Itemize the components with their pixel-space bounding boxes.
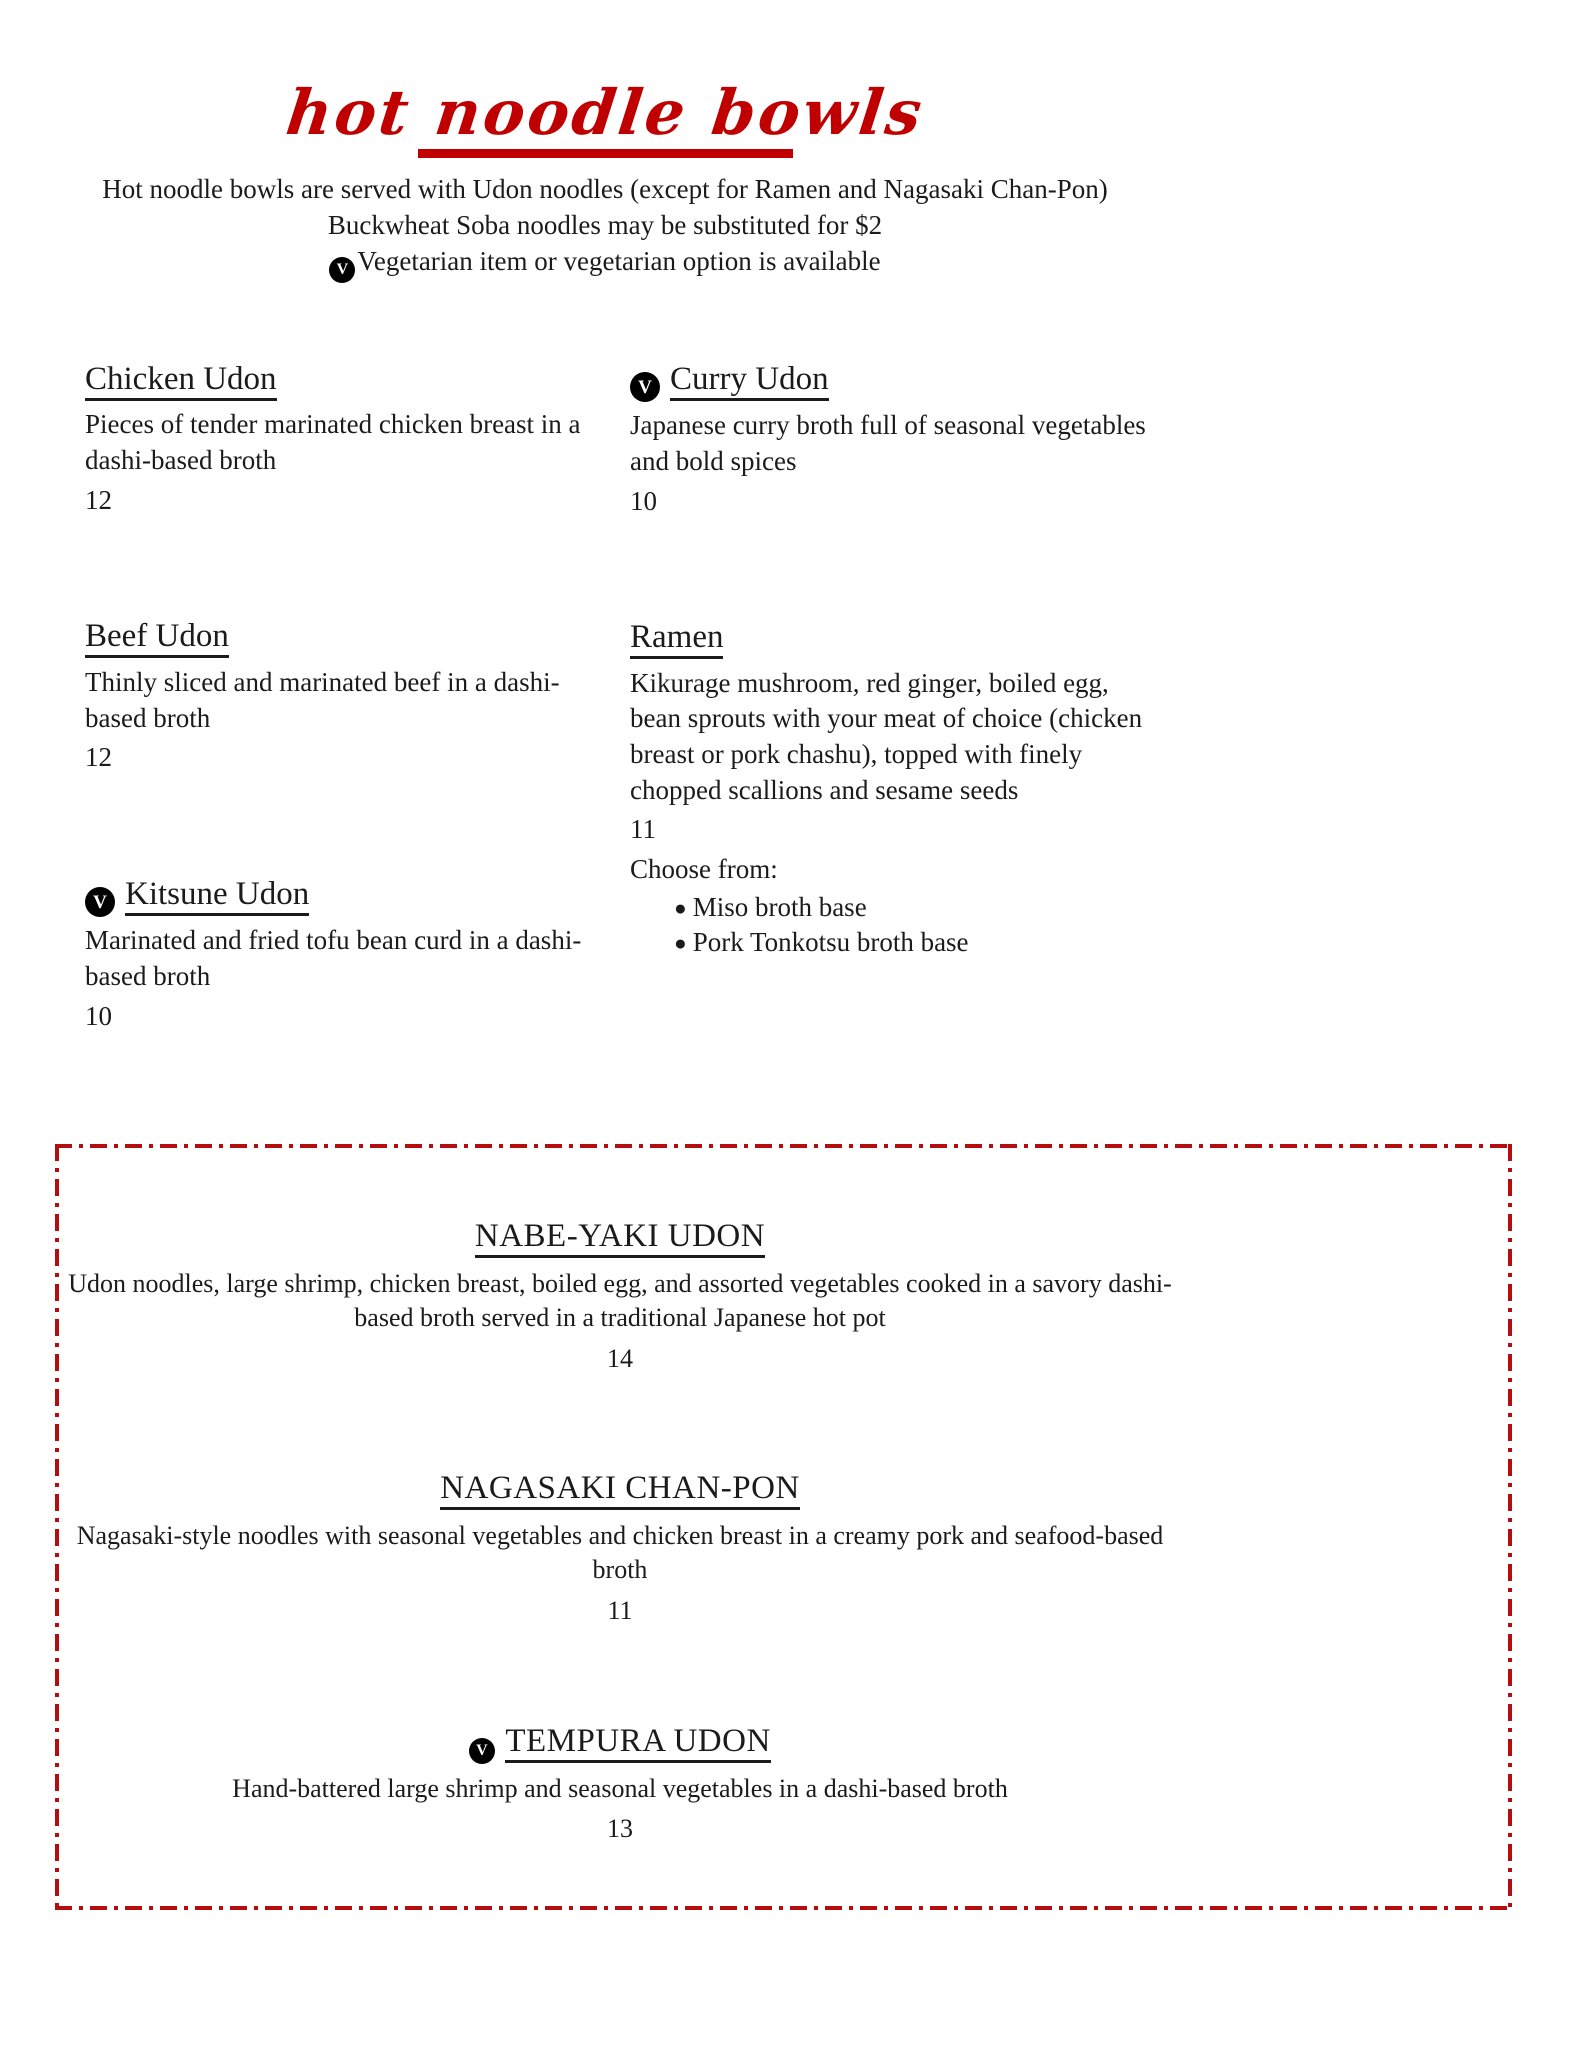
menu-columns bbox=[85, 357, 1582, 1130]
item-price: 11 bbox=[630, 814, 656, 845]
item-description: Japanese curry broth full of seasonal vegetables and bold spices bbox=[630, 410, 1146, 477]
broth-option-label: Miso broth base bbox=[692, 891, 867, 922]
item-name: Ramen bbox=[630, 619, 723, 659]
intro-line-2: Buckwheat Soba noodles may be substituted for $2 bbox=[327, 210, 883, 240]
item-description: Thinly sliced and marinated beef in a dashi-based broth bbox=[85, 666, 560, 733]
vegetarian-note: Vegetarian item or vegetarian option is available bbox=[357, 245, 881, 276]
box-border-left bbox=[55, 1144, 59, 1910]
left-column bbox=[85, 357, 595, 1130]
page-title: hot noodle bowls bbox=[282, 76, 928, 149]
item-description: Marinated and fried tofu bean curd in a dashi-based broth bbox=[85, 925, 582, 991]
item-heading bbox=[630, 615, 1160, 660]
item-price: 13 bbox=[607, 1814, 633, 1844]
item-price: 12 bbox=[85, 484, 112, 515]
broth-option-label: Pork Tonkotsu broth base bbox=[692, 927, 969, 958]
box-border-bottom bbox=[55, 1906, 1512, 1910]
item-name: Curry Udon bbox=[670, 361, 829, 401]
item-heading bbox=[630, 357, 1160, 403]
item-price: 10 bbox=[630, 485, 657, 516]
vegetarian-icon: V bbox=[469, 1738, 495, 1764]
item-price: 14 bbox=[607, 1343, 633, 1373]
menu-item-ramen bbox=[630, 615, 1160, 961]
box-border-right bbox=[1508, 1144, 1512, 1910]
menu-item-nagasaki-chan-pon bbox=[55, 1466, 1185, 1628]
menu-item-tempura-udon bbox=[55, 1719, 1185, 1847]
item-description: Pieces of tender marinated chicken breast in a dashi-based broth bbox=[85, 409, 581, 476]
item-heading bbox=[55, 1214, 1185, 1259]
item-description: Hand-battered large shrimp and seasonal vegetables in a dashi-based broth bbox=[232, 1773, 1008, 1803]
item-name: NAGASAKI CHAN-PON bbox=[440, 1470, 800, 1510]
broth-option-miso bbox=[674, 890, 1160, 926]
item-heading bbox=[85, 872, 595, 918]
vegetarian-icon: V bbox=[329, 257, 355, 283]
item-name: TEMPURA UDON bbox=[505, 1723, 770, 1763]
item-heading bbox=[85, 614, 595, 659]
menu-item-nabe-yaki-udon bbox=[55, 1214, 1185, 1376]
item-name: Kitsune Udon bbox=[125, 876, 309, 916]
item-description: Udon noodles, large shrimp, chicken breast, boiled egg, and assorted vegetables cooked in a savory dashi-based broth served in a traditional Japanese hot pot bbox=[68, 1268, 1172, 1333]
specials-content bbox=[55, 1144, 1185, 1847]
title-underline bbox=[418, 149, 793, 158]
intro-line-3 bbox=[85, 244, 1125, 283]
menu-item-kitsune-udon bbox=[85, 872, 595, 1034]
menu-item-curry-udon bbox=[630, 357, 1160, 519]
item-name: Chicken Udon bbox=[85, 361, 277, 401]
vegetarian-icon: V bbox=[630, 372, 660, 402]
broth-options-list bbox=[674, 890, 1160, 961]
menu-item-beef-udon bbox=[85, 614, 595, 775]
box-border-top bbox=[55, 1144, 1512, 1148]
broth-option-tonkotsu bbox=[674, 925, 1160, 961]
title-section bbox=[85, 0, 1125, 158]
item-price: 10 bbox=[85, 1000, 112, 1031]
bullet-icon: ● bbox=[674, 931, 687, 956]
item-price: 12 bbox=[85, 742, 112, 773]
menu-item-chicken-udon bbox=[85, 357, 595, 518]
item-price: 11 bbox=[607, 1595, 633, 1625]
item-heading bbox=[85, 357, 595, 402]
item-name: Beef Udon bbox=[85, 618, 229, 658]
item-name: NABE-YAKI UDON bbox=[475, 1218, 765, 1258]
bullet-icon: ● bbox=[674, 895, 687, 920]
specials-box bbox=[55, 1144, 1512, 1910]
item-heading bbox=[55, 1466, 1185, 1511]
intro-section bbox=[85, 172, 1125, 283]
right-column bbox=[630, 357, 1160, 1130]
item-heading bbox=[55, 1719, 1185, 1764]
choose-from-label: Choose from: bbox=[630, 853, 778, 884]
intro-line-1: Hot noodle bowls are served with Udon noodles (except for Ramen and Nagasaki Chan-Pon) bbox=[102, 174, 1108, 205]
vegetarian-icon: V bbox=[85, 887, 115, 917]
item-description: Kikurage mushroom, red ginger, boiled egg, bean sprouts with your meat of choice (chicken breast or pork chashu), topped with finely chopped scallions and sesame seeds bbox=[630, 667, 1143, 805]
item-description: Nagasaki-style noodles with seasonal vegetables and chicken breast in a creamy pork and seafood-based broth bbox=[76, 1520, 1164, 1585]
